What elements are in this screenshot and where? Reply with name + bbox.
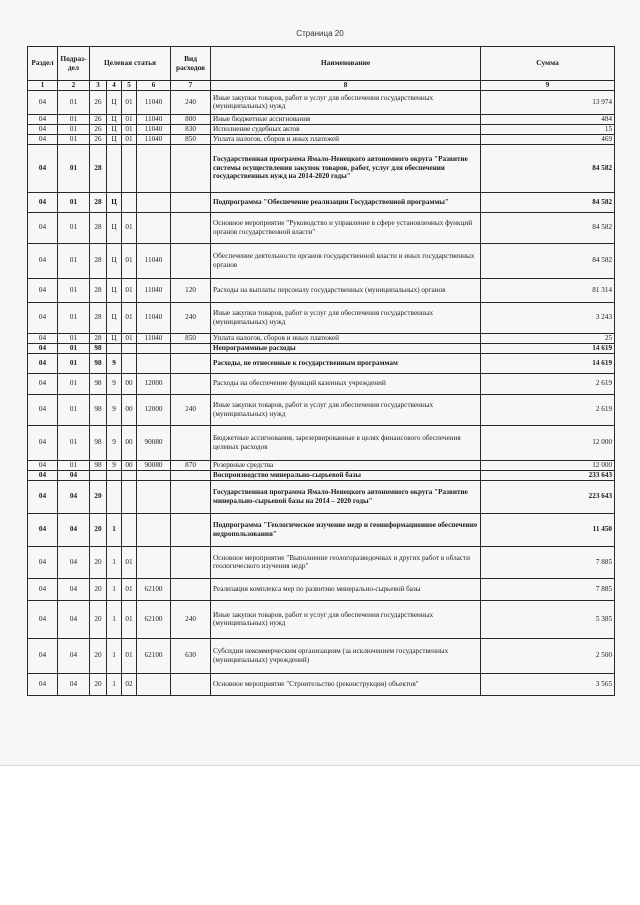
program-cell: 98 (90, 394, 107, 425)
header-vid-raskhodov: Вид расходов (171, 47, 211, 81)
direction-cell (137, 480, 171, 513)
program-cell: 28 (90, 212, 107, 243)
column-number: 7 (171, 81, 211, 91)
activity-cell: 01 (122, 578, 137, 600)
podrazdel-cell: 04 (58, 638, 90, 673)
activity-cell (122, 144, 137, 192)
table-row (28, 673, 615, 695)
vid-cell: 870 (171, 460, 211, 470)
razdel-cell: 04 (28, 480, 58, 513)
table-row (28, 638, 615, 673)
podrazdel-cell: 01 (58, 353, 90, 373)
program-cell: 28 (90, 333, 107, 343)
naimenovanie-cell: Воспроизводство минерально-сырьевой базы (211, 470, 481, 480)
program-cell: 28 (90, 192, 107, 212)
summa-cell: 12 000 (481, 425, 615, 460)
program-cell: 26 (90, 114, 107, 124)
program-cell: 28 (90, 278, 107, 302)
summa-cell: 81 314 (481, 278, 615, 302)
table-row (28, 343, 615, 353)
podrazdel-cell: 01 (58, 144, 90, 192)
podrazdel-cell: 01 (58, 425, 90, 460)
activity-cell: 02 (122, 673, 137, 695)
subprogram-cell (107, 144, 122, 192)
naimenovanie-cell: Расходы на выплаты персоналу государственных (муниципальных) органов (211, 278, 481, 302)
table-row (28, 394, 615, 425)
activity-cell: 00 (122, 425, 137, 460)
direction-cell: 11040 (137, 302, 171, 333)
table-row (28, 192, 615, 212)
subprogram-cell: Ц (107, 302, 122, 333)
program-cell: 28 (90, 302, 107, 333)
podrazdel-cell: 01 (58, 243, 90, 278)
razdel-cell: 04 (28, 124, 58, 134)
vid-cell: 800 (171, 114, 211, 124)
table-row (28, 425, 615, 460)
vid-cell (171, 373, 211, 394)
vid-cell (171, 470, 211, 480)
program-cell: 26 (90, 134, 107, 144)
direction-cell: 11040 (137, 278, 171, 302)
column-number: 4 (107, 81, 122, 91)
activity-cell: 01 (122, 302, 137, 333)
subprogram-cell: Ц (107, 243, 122, 278)
razdel-cell: 04 (28, 302, 58, 333)
podrazdel-cell: 04 (58, 470, 90, 480)
table-row (28, 333, 615, 343)
subprogram-cell: Ц (107, 90, 122, 114)
subprogram-cell: Ц (107, 212, 122, 243)
activity-cell (122, 470, 137, 480)
vid-cell (171, 673, 211, 695)
direction-cell (137, 192, 171, 212)
summa-cell: 3 565 (481, 673, 615, 695)
direction-cell: 11040 (137, 90, 171, 114)
vid-cell: 240 (171, 600, 211, 638)
subprogram-cell: 9 (107, 425, 122, 460)
direction-cell: 90080 (137, 425, 171, 460)
summa-cell: 469 (481, 134, 615, 144)
column-number: 3 (90, 81, 107, 91)
naimenovanie-cell: Иные закупки товаров, работ и услуг для обеспечения государственных (муниципальных) нужд (211, 90, 481, 114)
podrazdel-cell: 04 (58, 480, 90, 513)
program-cell: 98 (90, 343, 107, 353)
table-row (28, 460, 615, 470)
naimenovanie-cell: Государственная программа Ямало-Ненецкого автономного округа "Развитие системы осуществления закупок товаров, работ, услуг для обеспечения государственных нужд на 2014-2020 годы" (211, 144, 481, 192)
column-number-row (28, 81, 615, 91)
table-row (28, 278, 615, 302)
direction-cell: 62100 (137, 638, 171, 673)
direction-cell (137, 513, 171, 546)
table-row (28, 243, 615, 278)
table-row (28, 600, 615, 638)
table-row (28, 578, 615, 600)
vid-cell: 630 (171, 638, 211, 673)
subprogram-cell: 1 (107, 600, 122, 638)
subprogram-cell: 1 (107, 638, 122, 673)
activity-cell: 01 (122, 546, 137, 578)
table-row (28, 114, 615, 124)
podrazdel-cell: 01 (58, 90, 90, 114)
naimenovanie-cell: Иные закупки товаров, работ и услуг для обеспечения государственных (муниципальных) нужд (211, 302, 481, 333)
podrazdel-cell: 01 (58, 302, 90, 333)
vid-cell (171, 144, 211, 192)
razdel-cell: 04 (28, 353, 58, 373)
header-podrazdel: Подраз- дел (58, 47, 90, 81)
program-cell: 20 (90, 578, 107, 600)
summa-cell: 2 500 (481, 638, 615, 673)
naimenovanie-cell: Основное мероприятие "Руководство и управление в сфере установленных функций органов государственной власти" (211, 212, 481, 243)
program-cell: 98 (90, 353, 107, 373)
naimenovanie-cell: Подпрограмма "Обеспечение реализации Государственной программы" (211, 192, 481, 212)
subprogram-cell: Ц (107, 192, 122, 212)
podrazdel-cell: 01 (58, 373, 90, 394)
activity-cell: 01 (122, 124, 137, 134)
direction-cell: 11040 (137, 124, 171, 134)
razdel-cell: 04 (28, 600, 58, 638)
podrazdel-cell: 01 (58, 212, 90, 243)
activity-cell: 00 (122, 394, 137, 425)
activity-cell (122, 343, 137, 353)
header-naimenovanie: Наименование (211, 47, 481, 81)
summa-cell: 7 885 (481, 546, 615, 578)
program-cell: 28 (90, 243, 107, 278)
column-number: 1 (28, 81, 58, 91)
podrazdel-cell: 04 (58, 513, 90, 546)
summa-cell: 14 619 (481, 343, 615, 353)
program-cell: 98 (90, 373, 107, 394)
direction-cell: 11040 (137, 243, 171, 278)
header-summa: Сумма (481, 47, 615, 81)
activity-cell (122, 480, 137, 513)
column-number: 8 (211, 81, 481, 91)
direction-cell (137, 343, 171, 353)
summa-cell: 484 (481, 114, 615, 124)
activity-cell (122, 353, 137, 373)
razdel-cell: 04 (28, 243, 58, 278)
header-razdel: Раздел (28, 47, 58, 81)
naimenovanie-cell: Расходы, не отнесенные к государственным программам (211, 353, 481, 373)
direction-cell: 12000 (137, 373, 171, 394)
program-cell: 20 (90, 600, 107, 638)
razdel-cell: 04 (28, 212, 58, 243)
activity-cell: 01 (122, 278, 137, 302)
activity-cell: 01 (122, 638, 137, 673)
summa-cell: 84 582 (481, 243, 615, 278)
activity-cell: 01 (122, 134, 137, 144)
activity-cell (122, 513, 137, 546)
subprogram-cell: 9 (107, 460, 122, 470)
podrazdel-cell: 01 (58, 278, 90, 302)
naimenovanie-cell: Непрограммные расходы (211, 343, 481, 353)
direction-cell: 11040 (137, 134, 171, 144)
subprogram-cell: 9 (107, 394, 122, 425)
podrazdel-cell: 01 (58, 134, 90, 144)
summa-cell: 11 450 (481, 513, 615, 546)
podrazdel-cell: 01 (58, 343, 90, 353)
summa-cell: 7 885 (481, 578, 615, 600)
vid-cell: 830 (171, 124, 211, 134)
podrazdel-cell: 04 (58, 546, 90, 578)
naimenovanie-cell: Резервные средства (211, 460, 481, 470)
razdel-cell: 04 (28, 513, 58, 546)
razdel-cell: 04 (28, 134, 58, 144)
naimenovanie-cell: Иные бюджетные ассигнования (211, 114, 481, 124)
direction-cell: 11040 (137, 333, 171, 343)
table-row (28, 134, 615, 144)
summa-cell: 12 000 (481, 460, 615, 470)
naimenovanie-cell: Реализация комплекса мер по развитию минерально-сырьевой базы (211, 578, 481, 600)
direction-cell: 62100 (137, 600, 171, 638)
vid-cell: 850 (171, 333, 211, 343)
column-number: 2 (58, 81, 90, 91)
direction-cell: 62100 (137, 578, 171, 600)
razdel-cell: 04 (28, 333, 58, 343)
subprogram-cell: Ц (107, 333, 122, 343)
razdel-cell: 04 (28, 425, 58, 460)
subprogram-cell: 9 (107, 353, 122, 373)
vid-cell: 240 (171, 90, 211, 114)
vid-cell (171, 192, 211, 212)
program-cell: 20 (90, 673, 107, 695)
razdel-cell: 04 (28, 114, 58, 124)
table-body (28, 90, 615, 695)
direction-cell (137, 470, 171, 480)
activity-cell (122, 192, 137, 212)
page-label: Страница 20 (296, 29, 344, 38)
subprogram-cell: 1 (107, 546, 122, 578)
summa-cell: 15 (481, 124, 615, 134)
table-row (28, 373, 615, 394)
table-row (28, 480, 615, 513)
activity-cell: 00 (122, 373, 137, 394)
program-cell: 26 (90, 90, 107, 114)
column-number: 9 (481, 81, 615, 91)
vid-cell (171, 343, 211, 353)
razdel-cell: 04 (28, 278, 58, 302)
table-row (28, 353, 615, 373)
podrazdel-cell: 01 (58, 192, 90, 212)
activity-cell: 01 (122, 600, 137, 638)
header-celevaya-statya: Целевая статья (90, 47, 171, 81)
subprogram-cell: 1 (107, 513, 122, 546)
podrazdel-cell: 01 (58, 460, 90, 470)
header-row (28, 47, 615, 81)
table-row (28, 513, 615, 546)
razdel-cell: 04 (28, 192, 58, 212)
summa-cell: 3 243 (481, 302, 615, 333)
summa-cell: 2 619 (481, 373, 615, 394)
podrazdel-cell: 04 (58, 578, 90, 600)
summa-cell: 223 643 (481, 480, 615, 513)
razdel-cell: 04 (28, 638, 58, 673)
table-row (28, 546, 615, 578)
table-row (28, 90, 615, 114)
razdel-cell: 04 (28, 470, 58, 480)
subprogram-cell: Ц (107, 114, 122, 124)
vid-cell (171, 425, 211, 460)
program-cell: 98 (90, 460, 107, 470)
vid-cell: 120 (171, 278, 211, 302)
direction-cell (137, 353, 171, 373)
summa-cell: 84 582 (481, 212, 615, 243)
direction-cell: 90080 (137, 460, 171, 470)
naimenovanie-cell: Уплата налогов, сборов и иных платежей (211, 134, 481, 144)
summa-cell: 84 582 (481, 144, 615, 192)
table-row (28, 302, 615, 333)
program-cell: 26 (90, 124, 107, 134)
naimenovanie-cell: Уплата налогов, сборов и иных платежей (211, 333, 481, 343)
podrazdel-cell: 04 (58, 673, 90, 695)
summa-cell: 2 619 (481, 394, 615, 425)
subprogram-cell: 1 (107, 673, 122, 695)
razdel-cell: 04 (28, 373, 58, 394)
vid-cell (171, 578, 211, 600)
naimenovanie-cell: Бюджетные ассигнования, зарезервированные в целях финансового обеспечения целевых расходов (211, 425, 481, 460)
summa-cell: 233 643 (481, 470, 615, 480)
activity-cell: 01 (122, 243, 137, 278)
column-number: 5 (122, 81, 137, 91)
subprogram-cell: 1 (107, 578, 122, 600)
activity-cell: 00 (122, 460, 137, 470)
razdel-cell: 04 (28, 394, 58, 425)
razdel-cell: 04 (28, 343, 58, 353)
naimenovanie-cell: Иные закупки товаров, работ и услуг для обеспечения государственных (муниципальных) нужд (211, 600, 481, 638)
vid-cell (171, 546, 211, 578)
naimenovanie-cell: Подпрограмма "Геологическое изучение недр и геоинформационное обеспечение недропользования" (211, 513, 481, 546)
razdel-cell: 04 (28, 673, 58, 695)
subprogram-cell (107, 470, 122, 480)
podrazdel-cell: 04 (58, 600, 90, 638)
naimenovanie-cell: Иные закупки товаров, работ и услуг для обеспечения государственных (муниципальных) нужд (211, 394, 481, 425)
activity-cell: 01 (122, 114, 137, 124)
activity-cell: 01 (122, 212, 137, 243)
podrazdel-cell: 01 (58, 114, 90, 124)
program-cell: 28 (90, 144, 107, 192)
vid-cell (171, 513, 211, 546)
naimenovanie-cell: Обеспечение деятельности органов государственной власти и иных государственных органов (211, 243, 481, 278)
summa-cell: 25 (481, 333, 615, 343)
subprogram-cell: 9 (107, 373, 122, 394)
program-cell: 20 (90, 513, 107, 546)
razdel-cell: 04 (28, 144, 58, 192)
program-cell: 98 (90, 425, 107, 460)
naimenovanie-cell: Основное мероприятие "Строительство (реконструкция) объектов" (211, 673, 481, 695)
subprogram-cell: Ц (107, 134, 122, 144)
program-cell: 20 (90, 546, 107, 578)
summa-cell: 14 619 (481, 353, 615, 373)
vid-cell (171, 243, 211, 278)
razdel-cell: 04 (28, 546, 58, 578)
vid-cell: 240 (171, 394, 211, 425)
program-cell (90, 470, 107, 480)
budget-table (27, 46, 615, 696)
column-number: 6 (137, 81, 171, 91)
naimenovanie-cell: Субсидии некоммерческим организациям (за исключением государственных (муниципальных) учреждений) (211, 638, 481, 673)
table-row (28, 470, 615, 480)
direction-cell (137, 212, 171, 243)
naimenovanie-cell: Основное мероприятие "Выполнение геологоразведочных и других работ в области геологического изучения недр" (211, 546, 481, 578)
razdel-cell: 04 (28, 460, 58, 470)
subprogram-cell: Ц (107, 124, 122, 134)
podrazdel-cell: 01 (58, 394, 90, 425)
vid-cell (171, 212, 211, 243)
direction-cell (137, 546, 171, 578)
vid-cell: 850 (171, 134, 211, 144)
vid-cell (171, 353, 211, 373)
program-cell: 20 (90, 638, 107, 673)
naimenovanie-cell: Государственная программа Ямало-Ненецкого автономного округа "Развитие минерально-сырьевой базы на 2014 – 2020 годы" (211, 480, 481, 513)
razdel-cell: 04 (28, 578, 58, 600)
naimenovanie-cell: Расходы на обеспечение функций казенных учреждений (211, 373, 481, 394)
program-cell: 20 (90, 480, 107, 513)
podrazdel-cell: 01 (58, 333, 90, 343)
direction-cell (137, 673, 171, 695)
subprogram-cell: Ц (107, 278, 122, 302)
summa-cell: 84 582 (481, 192, 615, 212)
table-row (28, 212, 615, 243)
vid-cell: 240 (171, 302, 211, 333)
subprogram-cell (107, 343, 122, 353)
vid-cell (171, 480, 211, 513)
razdel-cell: 04 (28, 90, 58, 114)
summa-cell: 5 385 (481, 600, 615, 638)
table-row (28, 144, 615, 192)
activity-cell: 01 (122, 333, 137, 343)
subprogram-cell (107, 480, 122, 513)
activity-cell: 01 (122, 90, 137, 114)
direction-cell: 11040 (137, 114, 171, 124)
summa-cell: 13 974 (481, 90, 615, 114)
naimenovanie-cell: Исполнение судебных актов (211, 124, 481, 134)
direction-cell (137, 144, 171, 192)
podrazdel-cell: 01 (58, 124, 90, 134)
direction-cell: 12000 (137, 394, 171, 425)
table-row (28, 124, 615, 134)
